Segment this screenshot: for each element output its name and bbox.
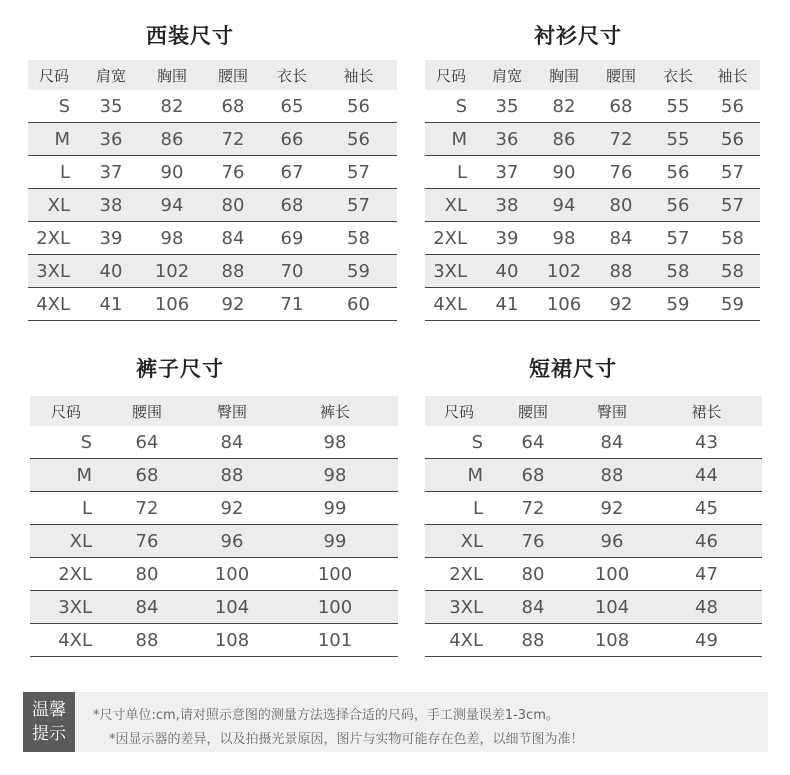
shirt-value-cell: 80 [591, 189, 651, 222]
skirt-value-cell: 108 [573, 624, 651, 657]
pants-value-cell: 100 [272, 558, 398, 591]
shirt-table-row [425, 189, 760, 222]
skirt-value-cell: 68 [493, 459, 573, 492]
shirt-size-cell: XL [425, 189, 477, 222]
suit-value-cell: 56 [320, 123, 397, 156]
pants-value-cell: 108 [192, 624, 272, 657]
suit-value-cell: 84 [202, 222, 264, 255]
shirt-value-cell: 56 [651, 156, 705, 189]
skirt-header-row [425, 396, 762, 426]
pants-table-row [30, 459, 398, 492]
skirt-value-cell: 72 [493, 492, 573, 525]
shirt-value-cell: 57 [705, 189, 760, 222]
suit-value-cell: 56 [320, 90, 397, 123]
skirt-size-table [425, 396, 762, 657]
pants-size-cell: L [30, 492, 102, 525]
skirt-table-row [425, 591, 762, 624]
shirt-size-cell: S [425, 90, 477, 123]
skirt-table-row [425, 459, 762, 492]
shirt-header-cell: 肩宽 [477, 60, 537, 90]
pants-table-row [30, 591, 398, 624]
skirt-value-cell: 45 [651, 492, 762, 525]
skirt-value-cell: 84 [493, 591, 573, 624]
skirt-value-cell: 43 [651, 426, 762, 459]
suit-table-title: 西装尺寸 [146, 24, 234, 48]
shirt-value-cell: 38 [477, 189, 537, 222]
pants-size-cell: 2XL [30, 558, 102, 591]
pants-header-row [30, 396, 398, 426]
pants-value-cell: 100 [272, 591, 398, 624]
suit-value-cell: 59 [320, 255, 397, 288]
shirt-size-cell: 2XL [425, 222, 477, 255]
shirt-value-cell: 106 [537, 288, 591, 321]
shirt-value-cell: 37 [477, 156, 537, 189]
pants-value-cell: 84 [192, 426, 272, 459]
skirt-size-cell: L [425, 492, 493, 525]
skirt-table-row [425, 558, 762, 591]
suit-value-cell: 41 [80, 288, 142, 321]
pants-value-cell: 99 [272, 525, 398, 558]
suit-table-row [28, 255, 397, 288]
pants-size-cell: S [30, 426, 102, 459]
shirt-size-table [425, 60, 760, 321]
notice-line-2: *因显示器的差异，以及拍摄光景原因，图片与实物可能存在色差，以细节图为准！ [109, 732, 584, 747]
skirt-header-cell: 腰围 [493, 396, 573, 426]
shirt-value-cell: 82 [537, 90, 591, 123]
shirt-value-cell: 56 [651, 189, 705, 222]
pants-table-row [30, 426, 398, 459]
skirt-table-row [425, 624, 762, 657]
pants-table-row [30, 492, 398, 525]
skirt-table-title: 短裙尺寸 [529, 357, 617, 381]
shirt-value-cell: 59 [651, 288, 705, 321]
skirt-header-cell: 尺码 [425, 396, 493, 426]
suit-value-cell: 102 [142, 255, 202, 288]
suit-size-cell: 4XL [28, 288, 80, 321]
skirt-value-cell: 44 [651, 459, 762, 492]
shirt-value-cell: 55 [651, 90, 705, 123]
shirt-value-cell: 72 [591, 123, 651, 156]
notice-badge-line2: 提示 [32, 724, 66, 744]
suit-value-cell: 98 [142, 222, 202, 255]
suit-header-cell: 尺码 [28, 60, 80, 90]
suit-size-cell: XL [28, 189, 80, 222]
shirt-value-cell: 55 [651, 123, 705, 156]
shirt-table-row [425, 90, 760, 123]
skirt-table-row [425, 492, 762, 525]
shirt-value-cell: 68 [591, 90, 651, 123]
suit-header-cell: 袖长 [320, 60, 397, 90]
suit-size-cell: 3XL [28, 255, 80, 288]
skirt-table-row [425, 426, 762, 459]
skirt-value-cell: 100 [573, 558, 651, 591]
notice-line-1: *尺寸单位:cm,请对照示意图的测量方法选择合适的尺码，手工测量误差1-3cm。 [93, 708, 559, 723]
suit-table-row [28, 288, 397, 321]
pants-value-cell: 100 [192, 558, 272, 591]
skirt-value-cell: 88 [493, 624, 573, 657]
shirt-value-cell: 39 [477, 222, 537, 255]
pants-value-cell: 96 [192, 525, 272, 558]
pants-size-cell: 3XL [30, 591, 102, 624]
pants-value-cell: 68 [102, 459, 192, 492]
pants-value-cell: 88 [102, 624, 192, 657]
suit-value-cell: 72 [202, 123, 264, 156]
pants-value-cell: 92 [192, 492, 272, 525]
pants-value-cell: 98 [272, 459, 398, 492]
pants-table-row [30, 558, 398, 591]
pants-value-cell: 80 [102, 558, 192, 591]
shirt-value-cell: 58 [705, 222, 760, 255]
notice-badge [23, 692, 75, 752]
suit-value-cell: 80 [202, 189, 264, 222]
shirt-value-cell: 41 [477, 288, 537, 321]
pants-value-cell: 101 [272, 624, 398, 657]
shirt-size-cell: 4XL [425, 288, 477, 321]
pants-table-row [30, 525, 398, 558]
skirt-value-cell: 49 [651, 624, 762, 657]
skirt-header-cell: 臀围 [573, 396, 651, 426]
shirt-value-cell: 90 [537, 156, 591, 189]
suit-size-cell: 2XL [28, 222, 80, 255]
suit-value-cell: 82 [142, 90, 202, 123]
skirt-value-cell: 46 [651, 525, 762, 558]
suit-size-cell: L [28, 156, 80, 189]
notice-box [23, 692, 768, 752]
suit-header-cell: 肩宽 [80, 60, 142, 90]
shirt-table-row [425, 255, 760, 288]
suit-value-cell: 57 [320, 189, 397, 222]
suit-value-cell: 68 [202, 90, 264, 123]
shirt-table-row [425, 222, 760, 255]
pants-size-cell: 4XL [30, 624, 102, 657]
pants-value-cell: 98 [272, 426, 398, 459]
suit-value-cell: 66 [264, 123, 320, 156]
shirt-value-cell: 35 [477, 90, 537, 123]
skirt-table-row [425, 525, 762, 558]
pants-value-cell: 84 [102, 591, 192, 624]
pants-value-cell: 72 [102, 492, 192, 525]
suit-value-cell: 37 [80, 156, 142, 189]
suit-value-cell: 68 [264, 189, 320, 222]
suit-value-cell: 65 [264, 90, 320, 123]
suit-value-cell: 94 [142, 189, 202, 222]
suit-value-cell: 60 [320, 288, 397, 321]
suit-value-cell: 106 [142, 288, 202, 321]
skirt-value-cell: 48 [651, 591, 762, 624]
suit-size-table [28, 60, 397, 321]
skirt-size-cell: S [425, 426, 493, 459]
skirt-value-cell: 76 [493, 525, 573, 558]
skirt-value-cell: 47 [651, 558, 762, 591]
suit-table-row [28, 123, 397, 156]
shirt-value-cell: 58 [705, 255, 760, 288]
shirt-header-cell: 袖长 [705, 60, 760, 90]
shirt-value-cell: 56 [705, 123, 760, 156]
shirt-value-cell: 98 [537, 222, 591, 255]
skirt-size-cell: XL [425, 525, 493, 558]
suit-header-cell: 胸围 [142, 60, 202, 90]
suit-value-cell: 88 [202, 255, 264, 288]
suit-size-cell: S [28, 90, 80, 123]
skirt-size-cell: 3XL [425, 591, 493, 624]
pants-value-cell: 104 [192, 591, 272, 624]
pants-size-cell: M [30, 459, 102, 492]
pants-value-cell: 76 [102, 525, 192, 558]
shirt-table-row [425, 156, 760, 189]
suit-value-cell: 69 [264, 222, 320, 255]
shirt-header-cell: 腰围 [591, 60, 651, 90]
shirt-size-cell: 3XL [425, 255, 477, 288]
shirt-value-cell: 76 [591, 156, 651, 189]
skirt-value-cell: 104 [573, 591, 651, 624]
shirt-value-cell: 94 [537, 189, 591, 222]
shirt-header-cell: 尺码 [425, 60, 477, 90]
pants-value-cell: 88 [192, 459, 272, 492]
skirt-header-cell: 裙长 [651, 396, 762, 426]
skirt-value-cell: 96 [573, 525, 651, 558]
shirt-size-cell: L [425, 156, 477, 189]
skirt-value-cell: 88 [573, 459, 651, 492]
shirt-value-cell: 88 [591, 255, 651, 288]
suit-value-cell: 71 [264, 288, 320, 321]
shirt-value-cell: 40 [477, 255, 537, 288]
suit-value-cell: 67 [264, 156, 320, 189]
suit-table-row [28, 222, 397, 255]
notice-badge-line1: 温馨 [32, 700, 66, 720]
shirt-value-cell: 57 [651, 222, 705, 255]
suit-table-row [28, 90, 397, 123]
suit-value-cell: 76 [202, 156, 264, 189]
suit-value-cell: 70 [264, 255, 320, 288]
suit-value-cell: 90 [142, 156, 202, 189]
pants-header-cell: 腰围 [102, 396, 192, 426]
shirt-header-row [425, 60, 760, 90]
suit-table-row [28, 156, 397, 189]
suit-value-cell: 58 [320, 222, 397, 255]
pants-size-table [30, 396, 398, 657]
suit-header-cell: 衣长 [264, 60, 320, 90]
skirt-value-cell: 80 [493, 558, 573, 591]
suit-header-cell: 腰围 [202, 60, 264, 90]
suit-value-cell: 39 [80, 222, 142, 255]
pants-header-cell: 裤长 [272, 396, 398, 426]
suit-value-cell: 86 [142, 123, 202, 156]
shirt-value-cell: 36 [477, 123, 537, 156]
shirt-value-cell: 84 [591, 222, 651, 255]
skirt-size-cell: M [425, 459, 493, 492]
suit-value-cell: 92 [202, 288, 264, 321]
shirt-value-cell: 59 [705, 288, 760, 321]
skirt-size-cell: 2XL [425, 558, 493, 591]
pants-table-row [30, 624, 398, 657]
skirt-size-cell: 4XL [425, 624, 493, 657]
suit-value-cell: 57 [320, 156, 397, 189]
shirt-table-row [425, 123, 760, 156]
shirt-table-title: 衬衫尺寸 [534, 24, 622, 48]
suit-value-cell: 38 [80, 189, 142, 222]
pants-size-cell: XL [30, 525, 102, 558]
shirt-value-cell: 102 [537, 255, 591, 288]
pants-value-cell: 99 [272, 492, 398, 525]
skirt-value-cell: 92 [573, 492, 651, 525]
pants-value-cell: 64 [102, 426, 192, 459]
shirt-value-cell: 86 [537, 123, 591, 156]
shirt-table-row [425, 288, 760, 321]
shirt-value-cell: 92 [591, 288, 651, 321]
suit-value-cell: 35 [80, 90, 142, 123]
suit-size-cell: M [28, 123, 80, 156]
shirt-value-cell: 57 [705, 156, 760, 189]
shirt-value-cell: 56 [705, 90, 760, 123]
suit-value-cell: 40 [80, 255, 142, 288]
suit-table-row [28, 189, 397, 222]
suit-value-cell: 36 [80, 123, 142, 156]
suit-header-row [28, 60, 397, 90]
shirt-header-cell: 胸围 [537, 60, 591, 90]
skirt-value-cell: 84 [573, 426, 651, 459]
skirt-value-cell: 64 [493, 426, 573, 459]
shirt-header-cell: 衣长 [651, 60, 705, 90]
shirt-size-cell: M [425, 123, 477, 156]
shirt-value-cell: 58 [651, 255, 705, 288]
pants-header-cell: 尺码 [30, 396, 102, 426]
pants-header-cell: 臀围 [192, 396, 272, 426]
pants-table-title: 裤子尺寸 [136, 357, 224, 381]
